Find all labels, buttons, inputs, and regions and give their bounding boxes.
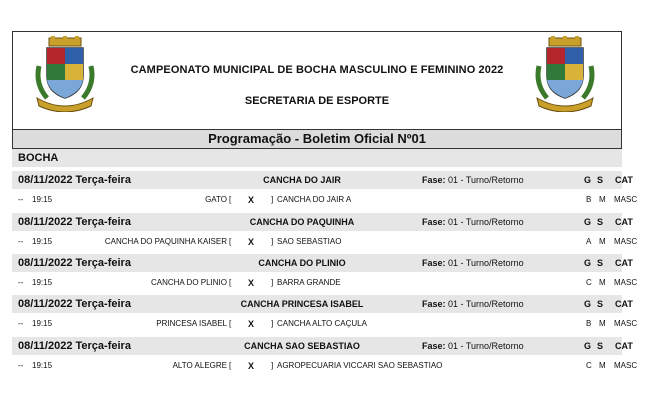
group-value: C xyxy=(586,278,592,287)
game-fase xyxy=(422,295,524,313)
versus-mark: X xyxy=(248,361,255,371)
versus-mark: X xyxy=(248,237,255,247)
category-value: MASC xyxy=(614,195,638,204)
game-time: 19:15 xyxy=(32,195,53,204)
score-close-bracket: ] xyxy=(271,361,274,370)
home-team: CANCHA DO PAQUINHA KAISER xyxy=(104,237,227,246)
fase-value: 01 - Turno/Retorno xyxy=(448,175,524,185)
score-close-bracket: ] xyxy=(271,237,274,246)
game-header xyxy=(12,171,633,189)
col-g-header: G xyxy=(584,175,592,185)
game-row xyxy=(12,315,638,333)
game-time: 19:15 xyxy=(32,361,53,370)
away-team: CANCHA ALTO CAÇULA xyxy=(277,319,367,328)
score-open-bracket: [ xyxy=(229,319,232,328)
score-open-bracket: [ xyxy=(229,237,232,246)
fase-value: 01 - Turno/Retorno xyxy=(448,217,524,227)
game-date: 08/11/2022 Terça-feira xyxy=(18,257,131,269)
fase-value: 01 - Turno/Retorno xyxy=(448,258,524,268)
score-close-bracket: ] xyxy=(271,195,274,204)
game-time: 19:15 xyxy=(32,278,53,287)
game-time: 19:15 xyxy=(32,319,53,328)
col-cat-header: CAT xyxy=(615,175,633,185)
score-open-bracket: [ xyxy=(229,195,232,204)
programacao-banner: Programação - Boletim Oficial Nº01 xyxy=(12,129,622,149)
row-dash: -- xyxy=(18,237,24,246)
game-row xyxy=(12,357,638,375)
game-fase xyxy=(422,337,524,355)
row-dash: -- xyxy=(18,319,24,328)
fase-label: Fase: xyxy=(422,299,446,309)
game-venue: CANCHA SAO SEBASTIAO xyxy=(244,341,360,351)
game-date: 08/11/2022 Terça-feira xyxy=(18,340,131,352)
bulletin-header xyxy=(12,31,622,130)
sex-value: M xyxy=(599,195,606,204)
score-open-bracket: [ xyxy=(229,278,232,287)
sex-value: M xyxy=(599,319,606,328)
fase-label: Fase: xyxy=(422,258,446,268)
row-dash: -- xyxy=(18,278,24,287)
game-venue: CANCHA DO PAQUINHA xyxy=(249,217,355,227)
department-title: SECRETARIA DE ESPORTE xyxy=(244,95,390,107)
score-close-bracket: ] xyxy=(271,278,274,287)
fase-value: 01 - Turno/Retorno xyxy=(448,299,524,309)
home-team: CANCHA DO PLINIO xyxy=(150,278,227,287)
sex-value: M xyxy=(599,278,606,287)
game-header xyxy=(12,254,633,272)
game-time: 19:15 xyxy=(32,237,53,246)
col-s-header: S xyxy=(597,299,604,309)
fase-label: Fase: xyxy=(422,341,446,351)
game-row xyxy=(12,233,638,251)
col-g-header: G xyxy=(584,258,592,268)
col-g-header: G xyxy=(584,299,592,309)
col-s-header: S xyxy=(597,258,604,268)
bulletin-sheet xyxy=(12,31,638,391)
group-value: A xyxy=(586,237,592,246)
col-cat-header: CAT xyxy=(615,217,633,227)
group-value: B xyxy=(586,319,592,328)
category-value: MASC xyxy=(614,237,638,246)
versus-mark: X xyxy=(248,278,255,288)
home-team: ALTO ALEGRE xyxy=(172,361,227,370)
game-header xyxy=(12,213,633,231)
game-row xyxy=(12,191,638,209)
col-s-header: S xyxy=(597,175,604,185)
category-value: MASC xyxy=(614,319,638,328)
row-dash: -- xyxy=(18,361,24,370)
row-dash: -- xyxy=(18,195,24,204)
game-fase xyxy=(422,171,524,189)
sex-value: M xyxy=(599,361,606,370)
away-team: CANCHA DO JAIR A xyxy=(277,195,352,204)
fase-label: Fase: xyxy=(422,175,446,185)
score-open-bracket: [ xyxy=(229,361,232,370)
col-s-header: S xyxy=(597,217,604,227)
game-row xyxy=(12,274,638,292)
game-date: 08/11/2022 Terça-feira xyxy=(18,174,131,186)
section-title: BOCHA xyxy=(12,149,622,167)
home-team: GATO xyxy=(205,195,227,204)
game-fase xyxy=(422,254,524,272)
game-date: 08/11/2022 Terça-feira xyxy=(18,298,131,310)
versus-mark: X xyxy=(248,319,255,329)
game-header xyxy=(12,337,633,355)
game-header xyxy=(12,295,633,313)
championship-title: CAMPEONATO MUNICIPAL DE BOCHA MASCULINO E FEMININO 2022 xyxy=(130,64,504,76)
col-s-header: S xyxy=(597,341,604,351)
home-team: PRINCESA ISABEL xyxy=(156,319,227,328)
col-g-header: G xyxy=(584,217,592,227)
group-value: C xyxy=(586,361,592,370)
game-venue: CANCHA DO PLINIO xyxy=(258,258,346,268)
away-team: SAO SEBASTIAO xyxy=(277,237,342,246)
group-value: B xyxy=(586,195,592,204)
versus-mark: X xyxy=(248,195,255,205)
game-venue: CANCHA PRINCESA ISABEL xyxy=(240,299,364,309)
away-team: BARRA GRANDE xyxy=(277,278,341,287)
col-cat-header: CAT xyxy=(615,258,633,268)
game-fase xyxy=(422,213,524,231)
col-g-header: G xyxy=(584,341,592,351)
category-value: MASC xyxy=(614,361,638,370)
game-venue: CANCHA DO JAIR xyxy=(263,175,341,185)
col-cat-header: CAT xyxy=(615,299,633,309)
col-cat-header: CAT xyxy=(615,341,633,351)
away-team: AGROPECUARIA VICCARI SAO SEBASTIAO xyxy=(277,361,443,370)
fase-label: Fase: xyxy=(422,217,446,227)
sex-value: M xyxy=(599,237,606,246)
fase-value: 01 - Turno/Retorno xyxy=(448,341,524,351)
game-date: 08/11/2022 Terça-feira xyxy=(18,216,131,228)
score-close-bracket: ] xyxy=(271,319,274,328)
category-value: MASC xyxy=(614,278,638,287)
